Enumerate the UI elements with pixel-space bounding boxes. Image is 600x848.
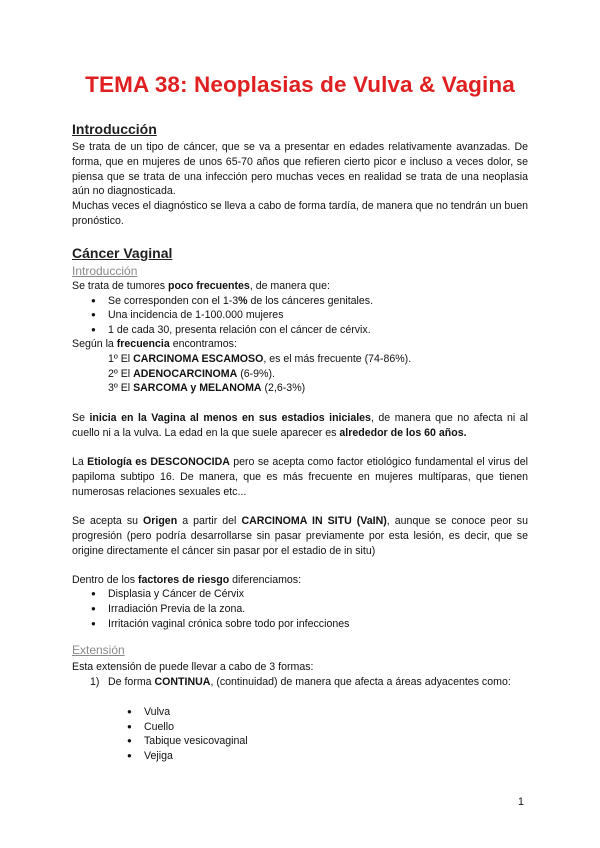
tumors-line: Se trata de tumores poco frecuentes, de manera que: bbox=[72, 280, 330, 292]
list-item: ● Se corresponden con el 1-3% de los cánceres genitales. bbox=[91, 295, 374, 307]
page-title: TEMA 38: Neoplasias de Vulva & Vagina bbox=[85, 72, 515, 97]
frequency-line: Según la frecuencia encontramos: bbox=[72, 338, 237, 350]
bullet-icon: ● bbox=[91, 310, 96, 319]
etiology-paragraph: La Etiología es DESCONOCIDA pero se acepta como factor etiológico fundamental el virus del papiloma subtipo 16. De manera, que es más frecuente en mujeres multíparas, que tienen numerosas relaciones sexuales etc... bbox=[72, 456, 528, 498]
risk-factors-line: Dentro de los factores de riesgo diferenciamos: bbox=[72, 574, 302, 586]
list-item: ● Vejiga bbox=[127, 750, 173, 762]
list-item: 1º El CARCINOMA ESCAMOSO, es el más frecuente (74-86%). bbox=[108, 353, 412, 365]
extension-number-1: 1) bbox=[90, 676, 100, 688]
bullet-icon: ● bbox=[91, 325, 96, 334]
intro-heading: Introducción bbox=[72, 121, 157, 137]
bullet-icon: ● bbox=[127, 707, 132, 716]
bullet-icon: ● bbox=[91, 604, 96, 613]
intro-paragraph-1: Se trata de un tipo de cáncer, que se va a presentar en edades relativamente avanzadas. De forma, que en mujeres de unos 65-70 años que refieren cierto picor e incluso a veces dolor, se piensa que se trata de una infección pero muchas veces en realidad se trata de una neoplasia aún no diagnosticada. bbox=[72, 141, 528, 198]
extension-item-1: De forma CONTINUA, (continuidad) de manera que afecta a áreas adyacentes como: bbox=[108, 676, 511, 688]
list-item: ● Displasia y Cáncer de Cérvix bbox=[91, 588, 245, 600]
list-item: 3º El SARCOMA y MELANOMA (2,6-3%) bbox=[108, 382, 306, 394]
location-paragraph: Se inicia en la Vagina al menos en sus estadios iniciales, de manera que no afecta ni al cuello ni a la vulva. La edad en la que suele aparecer es alrededor de los 60 años. bbox=[72, 412, 529, 439]
vaginal-cancer-heading: Cáncer Vaginal bbox=[72, 245, 173, 261]
list-item: ● Irritación vaginal crónica sobre todo por infecciones bbox=[91, 618, 350, 630]
extension-intro: Esta extensión de puede llevar a cabo de 3 formas: bbox=[72, 661, 314, 673]
page-number: 1 bbox=[518, 796, 524, 808]
list-item: ● Vulva bbox=[127, 706, 171, 718]
list-item: ● Una incidencia de 1-100.000 mujeres bbox=[91, 309, 284, 321]
list-item: ● Cuello bbox=[127, 721, 175, 733]
bullet-icon: ● bbox=[127, 736, 132, 745]
extension-subheading: Extensión bbox=[72, 643, 125, 657]
bullet-icon: ● bbox=[91, 619, 96, 628]
bullet-icon: ● bbox=[91, 296, 96, 305]
origin-paragraph: Se acepta su Origen a partir del CARCINOMA IN SITU (VaIN), aunque se conoce peor su progresión (pero podría desarrollarse sin pasar previamente por esta lesión, es decir, que se origine directamente el cáncer sin pasar por el estadio de in situ) bbox=[72, 515, 528, 557]
bullet-icon: ● bbox=[127, 722, 132, 731]
bullet-icon: ● bbox=[91, 589, 96, 598]
intro-paragraph-2: Muchas veces el diagnóstico se lleva a cabo de forma tardía, de manera que no tendrán un buen pronóstico. bbox=[72, 200, 528, 227]
vaginal-intro-subheading: Introducción bbox=[72, 264, 138, 278]
list-item: ● 1 de cada 30, presenta relación con el cáncer de cérvix. bbox=[91, 324, 371, 336]
bullet-icon: ● bbox=[127, 751, 132, 760]
list-item: ● Irradiación Previa de la zona. bbox=[91, 603, 246, 615]
list-item: ● Tabique vesicovaginal bbox=[127, 735, 248, 747]
list-item: 2º El ADENOCARCINOMA (6-9%). bbox=[108, 368, 275, 380]
